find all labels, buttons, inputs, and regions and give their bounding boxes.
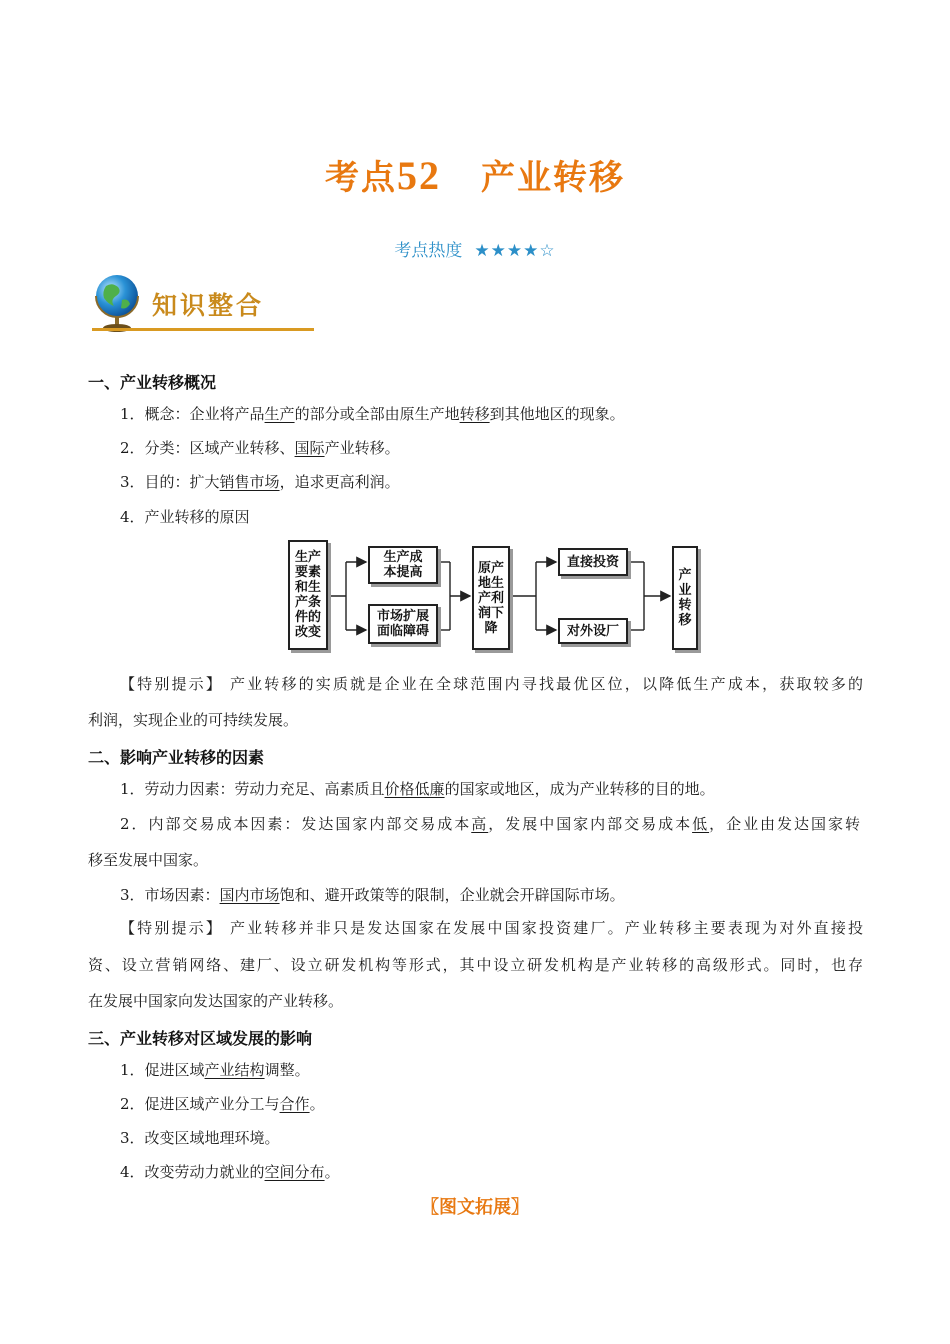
flow-box-market-barrier: 市场扩展 面临障碍 xyxy=(368,604,438,644)
flow-box-cost-rise: 生产成 本提高 xyxy=(368,546,438,584)
s3-item-1: 1．促进区域产业结构调整。 xyxy=(120,1061,310,1079)
s1-item-2: 2．分类：区域产业转移、国际产业转移。 xyxy=(120,439,400,457)
flow-box-industry-transfer: 产 业 转 移 xyxy=(672,546,698,650)
flow-box-factor-change: 生产 要素 和生 产条 件的 改变 xyxy=(288,540,328,650)
s1-tip-line-1: 【特别提示】 产业转移的实质就是企业在全球范围内寻找最优区位，以降低生产成本，获取较多的 xyxy=(120,675,863,693)
title-name: 产业转移 xyxy=(481,158,625,198)
title-number: 52 xyxy=(397,153,441,198)
s2-item-3: 3．市场因素：国内市场饱和、避开政策等的限制，企业就会开辟国际市场。 xyxy=(120,886,625,904)
s2-item-1: 1．劳动力因素：劳动力充足、高素质且价格低廉的国家或地区，成为产业转移的目的地。 xyxy=(120,780,715,798)
heat-label: 考点热度 xyxy=(394,241,463,261)
s3-item-2: 2．促进区域产业分工与合作。 xyxy=(120,1095,325,1113)
flow-box-overseas-factory: 对外设厂 xyxy=(558,618,628,644)
globe-icon xyxy=(92,272,142,334)
heat-stars: ★★★★☆ xyxy=(474,241,556,261)
s2-tip-line-1: 【特别提示】 产业转移并非只是发达国家在发展中国家投资建厂。产业转移主要表现为对外直接投 xyxy=(120,919,863,937)
s1-tip-line-2: 利润，实现企业的可持续发展。 xyxy=(88,711,299,729)
s2-tip-line-2: 资、设立营销网络、建厂、设立研发机构等形式，其中设立研发机构是产业转移的高级形式。同时，也存 xyxy=(88,956,863,974)
s3-item-3: 3．改变区域地理环境。 xyxy=(120,1129,280,1147)
s1-item-4: 4．产业转移的原因 xyxy=(120,508,250,526)
banner-text: 知识整合 xyxy=(152,291,265,320)
banner-underline xyxy=(92,328,314,331)
s3-item-4: 4．改变劳动力就业的空间分布。 xyxy=(120,1163,340,1181)
cause-flow-diagram xyxy=(288,540,700,658)
title-prefix: 考点 xyxy=(325,158,397,198)
heat-rating xyxy=(0,236,950,261)
page-title xyxy=(0,150,950,199)
flow-box-profit-fall: 原产 地生 产利 润下 降 xyxy=(472,546,510,650)
s2-item-2-line-1: 2．内部交易成本因素：发达国家内部交易成本高，发展中国家内部交易成本低，企业由发达国家转 xyxy=(120,815,860,833)
image-text-expansion-heading: 〖图文拓展〗 xyxy=(421,1197,529,1218)
section-1-heading: 一、产业转移概况 xyxy=(88,373,217,392)
s2-item-2-line-2: 移至发展中国家。 xyxy=(88,851,209,869)
flow-box-direct-investment: 直接投资 xyxy=(558,548,628,576)
section-3-heading: 三、产业转移对区域发展的影响 xyxy=(88,1029,313,1048)
s1-item-1: 1．概念：企业将产品生产的部分或全部由原生产地转移到其他地区的现象。 xyxy=(120,405,625,423)
section-2-heading: 二、影响产业转移的因素 xyxy=(88,748,265,767)
s2-tip-line-3: 在发展中国家向发达国家的产业转移。 xyxy=(88,992,344,1010)
section-banner xyxy=(90,268,315,336)
s1-item-3: 3．目的：扩大销售市场，追求更高利润。 xyxy=(120,473,400,491)
